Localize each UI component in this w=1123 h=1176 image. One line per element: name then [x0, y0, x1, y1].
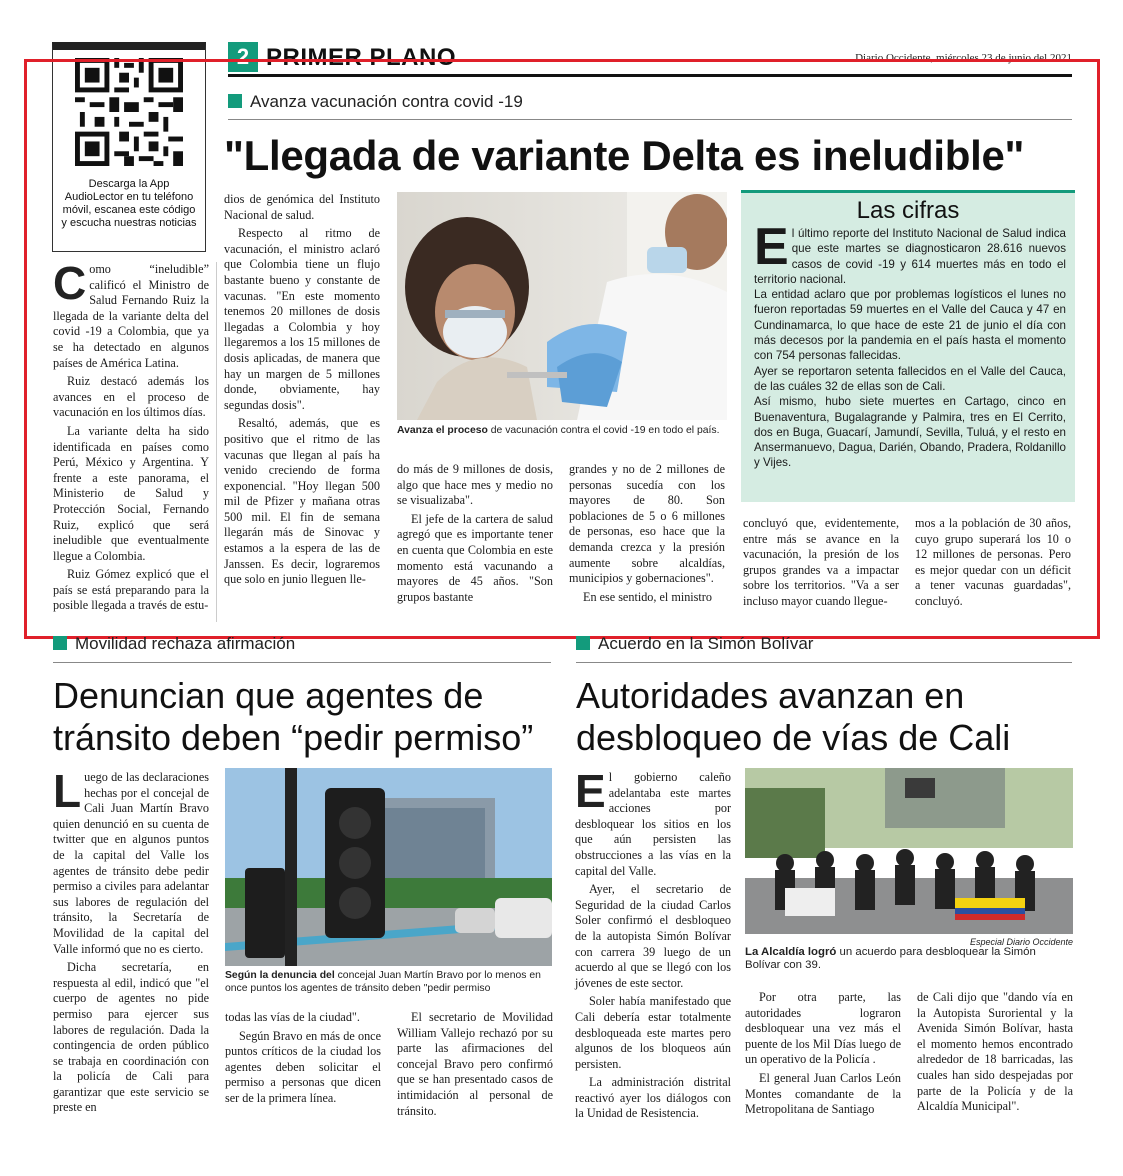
protest-photo-illustration — [745, 768, 1073, 934]
kicker-square-icon — [53, 636, 67, 650]
masthead: Diario Occidente, miércoles 23 de junio del 2021 — [855, 52, 1072, 64]
traffic-photo-illustration — [225, 768, 552, 966]
main-col-4: grandes y no de 2 millones de personas sucedía con los mayores de 80. Son poblaciones de 5 o 6 millones de personas, eso hace que la demanda crezca y la presión aumente sobre alcaldías, municipios y gobernaciones". En ese sentido, el ministro — [569, 462, 725, 604]
left-col-3: El secretario de Movilidad William Vallejo rechazó por su parte las afirmaciones del concejal Bravo pero confirmó que se han presentado casos de intimidación al personal de tránsito. — [397, 1010, 553, 1118]
protest-photo-caption: La Alcaldía logró un acuerdo para desbloquear la Simón Bolívar con 39. — [745, 946, 1036, 971]
right-col-2: Por otra parte, las autoridades lograron desbloquear una vez más el puente de los Mil Días luego de un operativo de la Policía . El general Juan Carlos León Montes comandante de la Metropolitana de Santiago — [745, 990, 901, 1117]
vaccination-photo-caption: Avanza el proceso de vacunación contra el covid -19 en todo el país. — [397, 425, 720, 436]
main-dropcap: C — [53, 257, 87, 309]
qr-instructions: Descarga la App AudioLector en tu teléfono móvil, escanea este código y escucha nuestras noticias — [61, 178, 197, 229]
kicker-square-icon — [576, 636, 590, 650]
protest-photo — [745, 768, 1073, 934]
right-headline: Autoridades avanzan en desbloqueo de vías de Cali — [576, 675, 1011, 758]
protest-photo-credit: Especial Diario Occidente — [969, 937, 1073, 947]
kicker-rule — [576, 662, 1072, 663]
right-col-3: de Cali dijo que "dando vía en la Autopista Suroriental y la Avenida Simón Bolívar, hasta el momento hemos encontrado alrededor de 18 barricadas, las cuales han sido despejadas por parte de la Policía y de la Alcaldía Municipal". — [917, 990, 1073, 1114]
right-col-1: El gobierno caleño adelantaba este martes acciones por desbloquear los sitios en los que aún persisten las obstrucciones a las vías en la capital del Valle. Ayer, el secretario de Seguridad de la ciudad Carlos Soler confirmó el desbloqueo de la autopista Simón Bolívar con carrera 39 luego de un acuerdo al que se llegó con los jóvenes de este sector. Soler había manifestado que Cali debería estar totalmente desbloqueada este martes pero algunos de los bloqueos aún persisten. La administración distrital reactivó ayer los diálogos con la Unidad de Resistencia. — [575, 765, 731, 1121]
section-title: PRIMER PLANO — [266, 44, 457, 71]
right-kicker: Acuerdo en la Simón Bolívar — [576, 634, 813, 654]
left-col-2: todas las vías de la ciudad". Según Bravo en más de once puntos críticos de la ciudad los agentes deben solicitar el permiso a personas que dicen ser de la primera línea. — [225, 1010, 381, 1105]
traffic-photo — [225, 768, 552, 966]
traffic-photo-caption: Según la denuncia del concejal Juan Martín Bravo por lo menos en once puntos los agentes de tránsito deben "pedir permiso — [225, 970, 541, 994]
left-col-1: Luego de las declaraciones hechas por el concejal de Cali Juan Martín Bravo quien denunció en su cuenta de twitter que en algunos puntos de la capital del Valle los agentes de tránsito debe pedir permiso a civiles para adelantar sus labores de regulación del tránsito, la Secretaría de Movilidad de la capital del Valle informó que no es cierto. Dicha secretaría, en respuesta al edil, indicó que "el cuerpo de agentes no pide permiso para ejercer sus labores de regulación. Dada la contingencia de orden público se trabaja en coordinación con la policía de Cali para garantizar que este servicio se preste en — [53, 765, 209, 1115]
cifras-title: Las cifras — [856, 197, 960, 224]
main-col-5: concluyó que, evidentemente, entre más se avance en la vacunación, la presión de los grupos grandes va a impactar sobre los territorios. "Va a ser incluso mayor cuando llegue- — [743, 516, 899, 608]
left-headline: Denuncian que agentes de tránsito deben “pedir permiso” — [53, 675, 534, 758]
left-dropcap: L — [53, 765, 82, 817]
cifras-text: El último reporte del Instituto Nacional de Salud indica que este martes se diagnosticaron 28.616 nuevos casos de covid -19 y 614 muertes más en todo el territorio nacional. La entidad aclaro que por problemas logísticos el lunes no fueron reportadas 59 muertes en el Valle del Cauca y 47 en Cundinamarca, lo que hace de este 21 de junio el día con más decesos por la pandemia en el país hasta el momento con 754 personas fallecidas. Ayer se reportaron setenta fallecidos en el Valle del Cauca, de las cuáles 32 de ellas son de Cali. Así mismo, hubo siete muertes en Cartago, cinco en Buenaventura, Bugalagrande y Palmira, tres en El Cerrito, dos en Buga, Guacarí, Jamundí, Sevilla, Tuluá, y el resto en Ansermanuevo, Dagua, Darién, Obando, Pradera, Roldanillo y Vijes. — [754, 218, 1066, 470]
main-kicker: Avanza vacunación contra covid -19 — [228, 92, 523, 112]
highlight-frame — [24, 59, 1100, 639]
main-col-3: do más de 9 millones de dosis, algo que hace mes y medio no se visualizaba". El jefe de la cartera de salud agregó que es importante tener en cuenta que Colombia en este momento está vacunando a mayores de 45 años. "Son grupos bastante — [397, 462, 553, 604]
main-col-2: dios de genómica del Instituto Nacional de salud. Respecto al ritmo de vacunación, el ministro aclaró que Colombia tiene un flujo bastante bueno y constante de vacunas. "En este momento tenemos 20 millones de dosis llegadas a Colombia y hoy llegaremos a los 15 millones de dosis aplicadas, de manera que hay un margen de 5 millones donde, obviamente, hay segundas dosis". Resaltó, además, que es positivo que el ritmo de las vacunas que llegan al país ha venido creciendo de forma exponencial. "Hoy llegan 500 mil de Pfizer y mañana otras 500 mil. El fin de semana llegarán más de Sinovac y estamos a la espera de las de Janssen. Es decir, lograremos que solo en junio lleguen lle- — [224, 192, 380, 587]
right-dropcap: E — [575, 765, 606, 817]
kicker-rule — [53, 662, 551, 663]
left-kicker: Movilidad rechaza afirmación — [53, 634, 295, 654]
cifras-dropcap: E — [754, 218, 789, 276]
main-col-6: mos a la población de 30 años, cuyo grupo superará los 10 o 12 millones de personas. Pero es mejor quedar con un déficit a tener vacunas guardadas", concluyó. — [915, 516, 1071, 608]
main-col-1: Como “ineludible” calificó el Ministro de Salud Fernando Ruiz la llegada de la variante delta del covid -19 a Colombia, que ya se ha detectado en algunos países de América Latina. Ruiz destacó además los avances en el proceso de vacunación en los últimos días. La variante delta ha sido identificada en países como Perú, México y Argentina. Y frente a este panorama, el Ministerio de Salud y Protección Social, Fernando Ruiz, explicó que será ineludible que eventualmente llegue a Colombia. Ruiz Gómez explicó que el país se está preparando para la posible llegada a través de estu- — [53, 257, 209, 613]
page-number: 2 — [236, 44, 250, 69]
main-headline: "Llegada de variante Delta es ineludible" — [224, 132, 1025, 179]
